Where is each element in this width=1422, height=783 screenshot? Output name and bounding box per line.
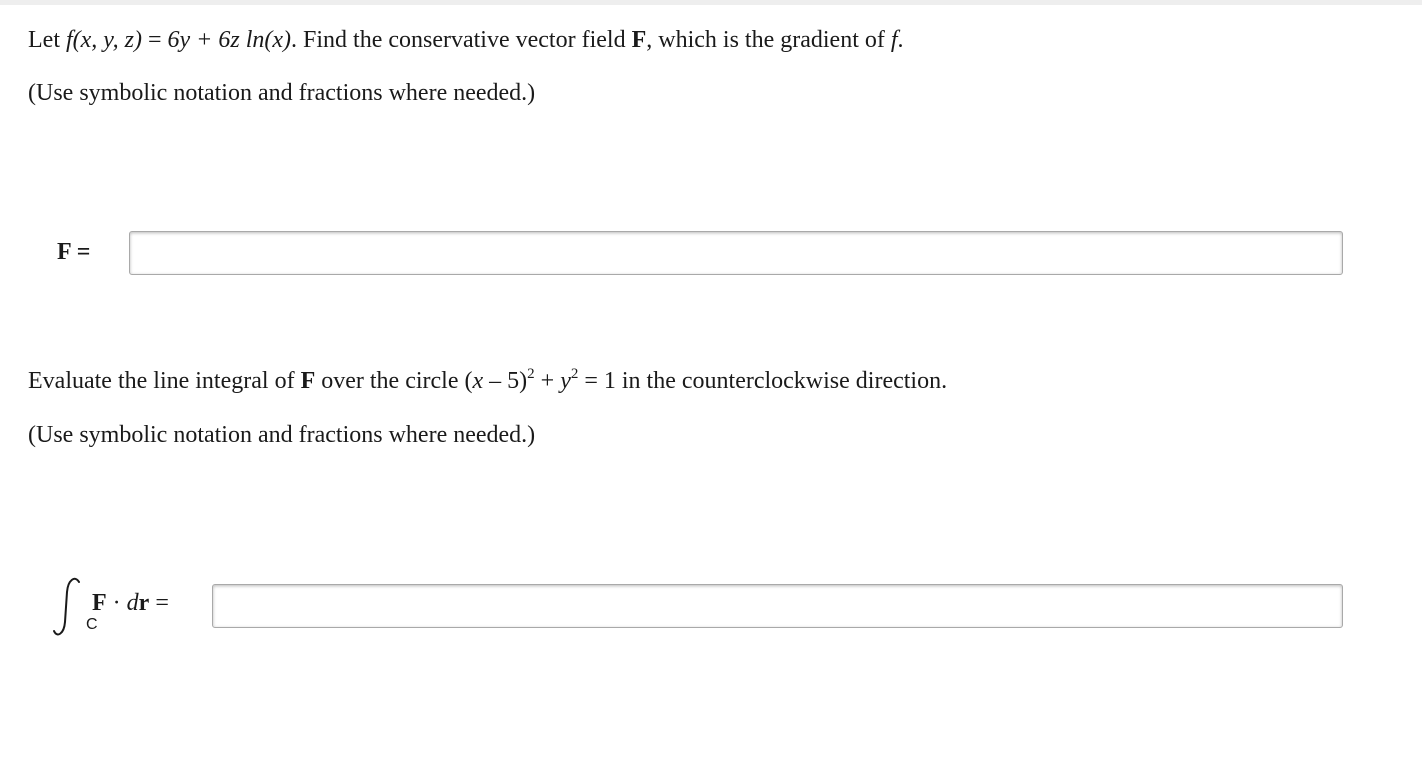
- top-divider: [0, 0, 1422, 5]
- integrand-text: F · dr =: [92, 590, 169, 616]
- integral-sign-icon: [52, 576, 86, 638]
- hint-text-1: (Use symbolic notation and fractions where needed.): [28, 80, 536, 106]
- vector-field-answer-input[interactable]: [129, 231, 1343, 275]
- line-integral-label: [52, 576, 202, 638]
- answer-1-label: F =: [57, 239, 91, 265]
- integral-subscript: C: [86, 616, 98, 633]
- question-1-text: Let f(x, y, z) = 6y + 6z ln(x). Find the conservative vector field F, which is the gradient of f.: [28, 27, 904, 53]
- line-integral-answer-input[interactable]: [212, 584, 1343, 628]
- question-2-text: Evaluate the line integral of F over the circle $(x - 5)^2 + y^2 = 1$ in the counterclockwise direction.: [28, 366, 948, 394]
- hint-text-2: (Use symbolic notation and fractions where needed.): [28, 422, 536, 448]
